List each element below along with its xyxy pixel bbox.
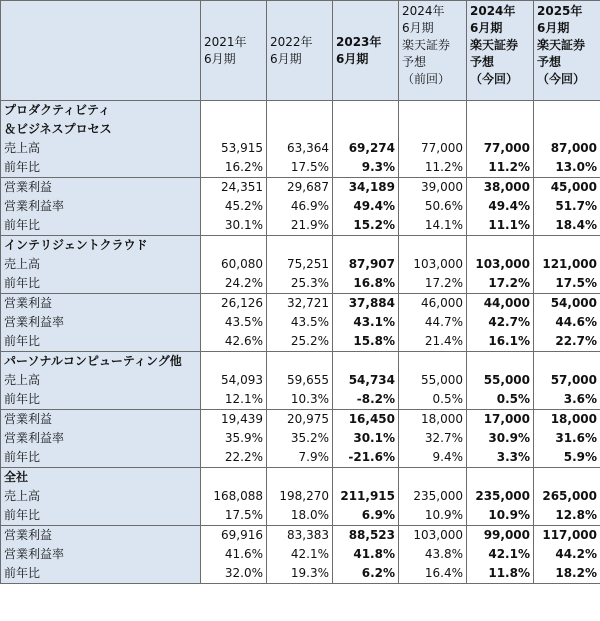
- empty-cell: [534, 468, 600, 488]
- value-cell: 42.1%: [267, 545, 333, 564]
- value-cell: 10.3%: [267, 390, 333, 410]
- value-cell: 30.1%: [333, 429, 399, 448]
- value-cell: 0.5%: [467, 390, 534, 410]
- section-title: パーソナルコンピューティング他: [1, 352, 201, 372]
- value-cell: 42.1%: [467, 545, 534, 564]
- empty-cell: [467, 120, 534, 139]
- value-cell: 63,364: [267, 139, 333, 158]
- value-cell: 198,270: [267, 487, 333, 506]
- value-cell: 57,000: [534, 371, 600, 390]
- value-cell: 17.5%: [267, 158, 333, 178]
- value-cell: 30.9%: [467, 429, 534, 448]
- value-cell: 60,080: [201, 255, 267, 274]
- header-2021: 2021年 6月期: [201, 1, 267, 101]
- value-cell: 6.9%: [333, 506, 399, 526]
- empty-cell: [333, 120, 399, 139]
- value-cell: 235,000: [399, 487, 467, 506]
- value-cell: 32.7%: [399, 429, 467, 448]
- empty-cell: [201, 352, 267, 372]
- value-cell: -21.6%: [333, 448, 399, 468]
- value-cell: 3.6%: [534, 390, 600, 410]
- value-cell: 88,523: [333, 526, 399, 546]
- value-cell: 117,000: [534, 526, 600, 546]
- value-cell: 49.4%: [467, 197, 534, 216]
- value-cell: 59,655: [267, 371, 333, 390]
- value-cell: 43.1%: [333, 313, 399, 332]
- empty-cell: [467, 101, 534, 121]
- value-cell: 49.4%: [333, 197, 399, 216]
- section-title: インテリジェントクラウド: [1, 236, 201, 256]
- value-cell: 21.4%: [399, 332, 467, 352]
- value-cell: 43.5%: [201, 313, 267, 332]
- value-cell: 17.2%: [467, 274, 534, 294]
- empty-cell: [399, 468, 467, 488]
- value-cell: 42.7%: [467, 313, 534, 332]
- value-cell: 44.2%: [534, 545, 600, 564]
- row-label: 営業利益: [1, 178, 201, 198]
- header-2025-current-forecast: 2025年 6月期 楽天証券 予想 （今回）: [534, 1, 600, 101]
- value-cell: 54,000: [534, 294, 600, 314]
- value-cell: 103,000: [399, 526, 467, 546]
- value-cell: 29,687: [267, 178, 333, 198]
- section-title-row: [1, 101, 600, 121]
- table-row: [1, 390, 600, 410]
- table-row: [1, 564, 600, 584]
- table-row: [1, 294, 600, 314]
- value-cell: 17.5%: [201, 506, 267, 526]
- empty-cell: [467, 236, 534, 256]
- value-cell: 24,351: [201, 178, 267, 198]
- empty-cell: [201, 468, 267, 488]
- value-cell: 19,439: [201, 410, 267, 430]
- value-cell: 24.2%: [201, 274, 267, 294]
- value-cell: 87,907: [333, 255, 399, 274]
- empty-cell: [267, 236, 333, 256]
- value-cell: 44,000: [467, 294, 534, 314]
- row-label: 売上高: [1, 255, 201, 274]
- value-cell: 44.7%: [399, 313, 467, 332]
- row-label: 売上高: [1, 139, 201, 158]
- value-cell: 46.9%: [267, 197, 333, 216]
- table-row: [1, 178, 600, 198]
- value-cell: 37,884: [333, 294, 399, 314]
- row-label: 売上高: [1, 487, 201, 506]
- value-cell: 46,000: [399, 294, 467, 314]
- value-cell: 12.8%: [534, 506, 600, 526]
- value-cell: 18.2%: [534, 564, 600, 584]
- value-cell: 69,274: [333, 139, 399, 158]
- section-title: 全社: [1, 468, 201, 488]
- table-row: [1, 371, 600, 390]
- row-label: 売上高: [1, 371, 201, 390]
- value-cell: 16.1%: [467, 332, 534, 352]
- value-cell: 17.5%: [534, 274, 600, 294]
- header-2024-prev-forecast: 2024年 6月期 楽天証券 予想 （前回）: [399, 1, 467, 101]
- value-cell: 10.9%: [399, 506, 467, 526]
- value-cell: 45.2%: [201, 197, 267, 216]
- value-cell: 13.0%: [534, 158, 600, 178]
- value-cell: 39,000: [399, 178, 467, 198]
- row-label: 前年比: [1, 332, 201, 352]
- table-row: [1, 526, 600, 546]
- value-cell: 0.5%: [399, 390, 467, 410]
- value-cell: 12.1%: [201, 390, 267, 410]
- value-cell: 41.8%: [333, 545, 399, 564]
- value-cell: 17,000: [467, 410, 534, 430]
- value-cell: 16.4%: [399, 564, 467, 584]
- section-title-row: [1, 236, 600, 256]
- value-cell: 77,000: [467, 139, 534, 158]
- value-cell: 32,721: [267, 294, 333, 314]
- value-cell: 14.1%: [399, 216, 467, 236]
- section-title: プロダクティビティ: [1, 101, 201, 121]
- table-row: [1, 274, 600, 294]
- table-row: [1, 429, 600, 448]
- value-cell: 50.6%: [399, 197, 467, 216]
- value-cell: 38,000: [467, 178, 534, 198]
- value-cell: 32.0%: [201, 564, 267, 584]
- value-cell: -8.2%: [333, 390, 399, 410]
- row-label: 営業利益: [1, 294, 201, 314]
- value-cell: 168,088: [201, 487, 267, 506]
- row-label: 営業利益率: [1, 197, 201, 216]
- empty-cell: [267, 120, 333, 139]
- table-row: [1, 216, 600, 236]
- value-cell: 6.2%: [333, 564, 399, 584]
- empty-cell: [399, 236, 467, 256]
- empty-cell: [534, 120, 600, 139]
- value-cell: 26,126: [201, 294, 267, 314]
- value-cell: 43.5%: [267, 313, 333, 332]
- value-cell: 53,915: [201, 139, 267, 158]
- value-cell: 18,000: [534, 410, 600, 430]
- empty-cell: [467, 352, 534, 372]
- row-label: 前年比: [1, 216, 201, 236]
- value-cell: 43.8%: [399, 545, 467, 564]
- value-cell: 41.6%: [201, 545, 267, 564]
- empty-cell: [333, 101, 399, 121]
- table-row: [1, 332, 600, 352]
- row-label: 営業利益: [1, 410, 201, 430]
- value-cell: 22.2%: [201, 448, 267, 468]
- value-cell: 121,000: [534, 255, 600, 274]
- value-cell: 51.7%: [534, 197, 600, 216]
- empty-cell: [201, 120, 267, 139]
- value-cell: 42.6%: [201, 332, 267, 352]
- row-label: 前年比: [1, 506, 201, 526]
- value-cell: 35.9%: [201, 429, 267, 448]
- value-cell: 44.6%: [534, 313, 600, 332]
- value-cell: 103,000: [467, 255, 534, 274]
- table-row: [1, 545, 600, 564]
- value-cell: 18.4%: [534, 216, 600, 236]
- value-cell: 83,383: [267, 526, 333, 546]
- empty-cell: [201, 101, 267, 121]
- value-cell: 10.9%: [467, 506, 534, 526]
- value-cell: 35.2%: [267, 429, 333, 448]
- value-cell: 11.8%: [467, 564, 534, 584]
- value-cell: 25.2%: [267, 332, 333, 352]
- empty-cell: [333, 352, 399, 372]
- value-cell: 211,915: [333, 487, 399, 506]
- value-cell: 19.3%: [267, 564, 333, 584]
- empty-cell: [267, 352, 333, 372]
- value-cell: 103,000: [399, 255, 467, 274]
- value-cell: 21.9%: [267, 216, 333, 236]
- table-row: [1, 448, 600, 468]
- header-2022: 2022年 6月期: [267, 1, 333, 101]
- table-row: [1, 410, 600, 430]
- empty-cell: [399, 101, 467, 121]
- value-cell: 30.1%: [201, 216, 267, 236]
- value-cell: 5.9%: [534, 448, 600, 468]
- value-cell: 34,189: [333, 178, 399, 198]
- value-cell: 25.3%: [267, 274, 333, 294]
- row-label: 営業利益率: [1, 313, 201, 332]
- value-cell: 235,000: [467, 487, 534, 506]
- value-cell: 31.6%: [534, 429, 600, 448]
- table-row: [1, 139, 600, 158]
- table-row: [1, 506, 600, 526]
- empty-cell: [333, 468, 399, 488]
- value-cell: 87,000: [534, 139, 600, 158]
- section-title-row: [1, 120, 600, 139]
- value-cell: 9.3%: [333, 158, 399, 178]
- table-row: [1, 487, 600, 506]
- row-label: 前年比: [1, 274, 201, 294]
- row-label: 営業利益率: [1, 545, 201, 564]
- row-label: 前年比: [1, 448, 201, 468]
- table-row: [1, 158, 600, 178]
- value-cell: 55,000: [399, 371, 467, 390]
- value-cell: 45,000: [534, 178, 600, 198]
- value-cell: 22.7%: [534, 332, 600, 352]
- table-row: [1, 197, 600, 216]
- section-title-row: [1, 352, 600, 372]
- row-label: 営業利益: [1, 526, 201, 546]
- value-cell: 11.1%: [467, 216, 534, 236]
- value-cell: 55,000: [467, 371, 534, 390]
- value-cell: 54,734: [333, 371, 399, 390]
- value-cell: 18,000: [399, 410, 467, 430]
- value-cell: 265,000: [534, 487, 600, 506]
- empty-cell: [267, 468, 333, 488]
- value-cell: 11.2%: [467, 158, 534, 178]
- value-cell: 54,093: [201, 371, 267, 390]
- row-label: 前年比: [1, 390, 201, 410]
- value-cell: 3.3%: [467, 448, 534, 468]
- empty-cell: [267, 101, 333, 121]
- header-corner: [1, 1, 201, 101]
- header-2024-current-forecast: 2024年 6月期 楽天証券 予想 （今回）: [467, 1, 534, 101]
- section-title-row: [1, 468, 600, 488]
- value-cell: 16,450: [333, 410, 399, 430]
- empty-cell: [201, 236, 267, 256]
- table-row: [1, 313, 600, 332]
- value-cell: 75,251: [267, 255, 333, 274]
- empty-cell: [399, 120, 467, 139]
- row-label: 前年比: [1, 564, 201, 584]
- value-cell: 77,000: [399, 139, 467, 158]
- value-cell: 99,000: [467, 526, 534, 546]
- value-cell: 15.8%: [333, 332, 399, 352]
- row-label: 営業利益率: [1, 429, 201, 448]
- value-cell: 20,975: [267, 410, 333, 430]
- value-cell: 9.4%: [399, 448, 467, 468]
- value-cell: 16.2%: [201, 158, 267, 178]
- empty-cell: [399, 352, 467, 372]
- header-row: [1, 1, 600, 101]
- empty-cell: [534, 352, 600, 372]
- value-cell: 17.2%: [399, 274, 467, 294]
- header-2023: 2023年 6月期: [333, 1, 399, 101]
- value-cell: 11.2%: [399, 158, 467, 178]
- empty-cell: [534, 101, 600, 121]
- value-cell: 15.2%: [333, 216, 399, 236]
- empty-cell: [467, 468, 534, 488]
- value-cell: 7.9%: [267, 448, 333, 468]
- value-cell: 16.8%: [333, 274, 399, 294]
- row-label: 前年比: [1, 158, 201, 178]
- value-cell: 18.0%: [267, 506, 333, 526]
- table-row: [1, 255, 600, 274]
- empty-cell: [534, 236, 600, 256]
- section-title: ＆ビジネスプロセス: [1, 120, 201, 139]
- empty-cell: [333, 236, 399, 256]
- value-cell: 69,916: [201, 526, 267, 546]
